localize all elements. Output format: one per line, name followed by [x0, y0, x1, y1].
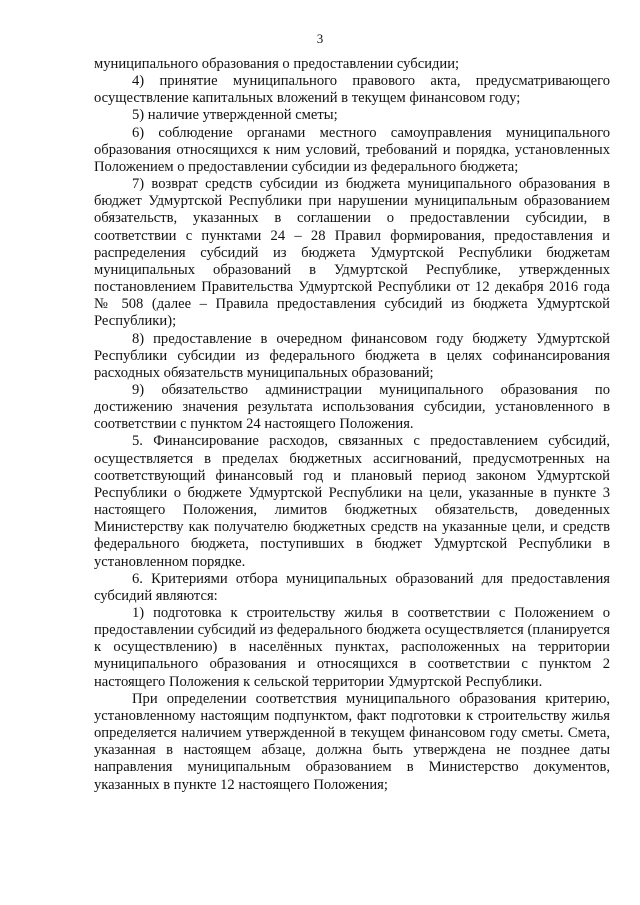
paragraph-item-6: 6) соблюдение органами местного самоуправления муниципального образования относящихся к ним условий, требований и порядка, установленных Положением о предоставлении субсидии из федерального бюджета; [94, 124, 610, 175]
page-number: 3 [316, 31, 324, 46]
paragraph-continuation: муниципального образования о предоставлении субсидии; [94, 56, 460, 72]
paragraph-section-6: 6. Критериями отбора муниципальных образований для предоставления субсидий являются: [94, 570, 610, 604]
paragraph-item-4: 4) принятие муниципального правового акта, предусматривающего осуществление капитальных вложений в текущем финансовом году; [94, 73, 610, 107]
document-body [94, 56, 610, 794]
paragraph-criterion-1-note: При определении соответствия муниципального образования критерию, установленному настоящим подпунктом, факт подготовки к строительству жилья определяется наличием утвержденной в текущем финансовом году сметы. Смета, указанная в настоящем абзаце, должна быть утверждена не позднее даты направления муниципальным образованием в Министерство документов, указанных в пункте 12 настоящего Положения; [94, 690, 610, 793]
paragraph-section-5: 5. Финансирование расходов, связанных с предоставлением субсидий, осуществляется в пределах бюджетных ассигнований, предусмотренных на соответствующий финансовый год и плановый период законом Удмуртской Республики о бюджете Удмуртской Республики на цели, указанные в пункте 3 настоящего Положения, лимитов бюджетных обязательств, доведенных Министерству как получателю бюджетных средств на указанные цели, и средств федерального бюджета, поступивших в бюджет Удмуртской Республики в установленном порядке. [94, 433, 610, 570]
paragraph-criterion-1: 1) подготовка к строительству жилья в соответствии с Положением о предоставлении субсидий из федерального бюджета осуществляется (планируется к осуществлению) в населённых пунктах, расположенных на территории муниципального образования и относящихся в соответствии с пунктом 2 настоящего Положения к сельской территории Удмуртской Республики. [94, 605, 610, 690]
paragraph-item-9: 9) обязательство администрации муниципального образования по достижению значения результата использования субсидии, установленного в соответствии с пунктом 24 настоящего Положения. [94, 381, 610, 433]
paragraph-item-5: 5) наличие утвержденной сметы; [132, 107, 338, 124]
paragraph-item-7: 7) возврат средств субсидии из бюджета муниципального образования в бюджет Удмуртской Республики при нарушении муниципальным образованием обязательств, указанных в соглашении о предоставлении субсидии, в соответствии с пунктами 24 – 28 Правил формирования, предоставления и распределения субсидий из бюджета Удмуртской Республики бюджетам муниципальных образований в Удмуртской Республике, утвержденных постановлением Правительства Удмуртской Республики от 12 декабря 2016 года № 508 (далее – Правила предоставления субсидий из бюджета Удмуртской Республики); [94, 176, 610, 330]
paragraph-item-8: 8) предоставление в очередном финансовом году бюджету Удмуртской Республики субсидии из федерального бюджета в целях софинансирования расходных обязательств муниципальных образований; [94, 330, 610, 381]
